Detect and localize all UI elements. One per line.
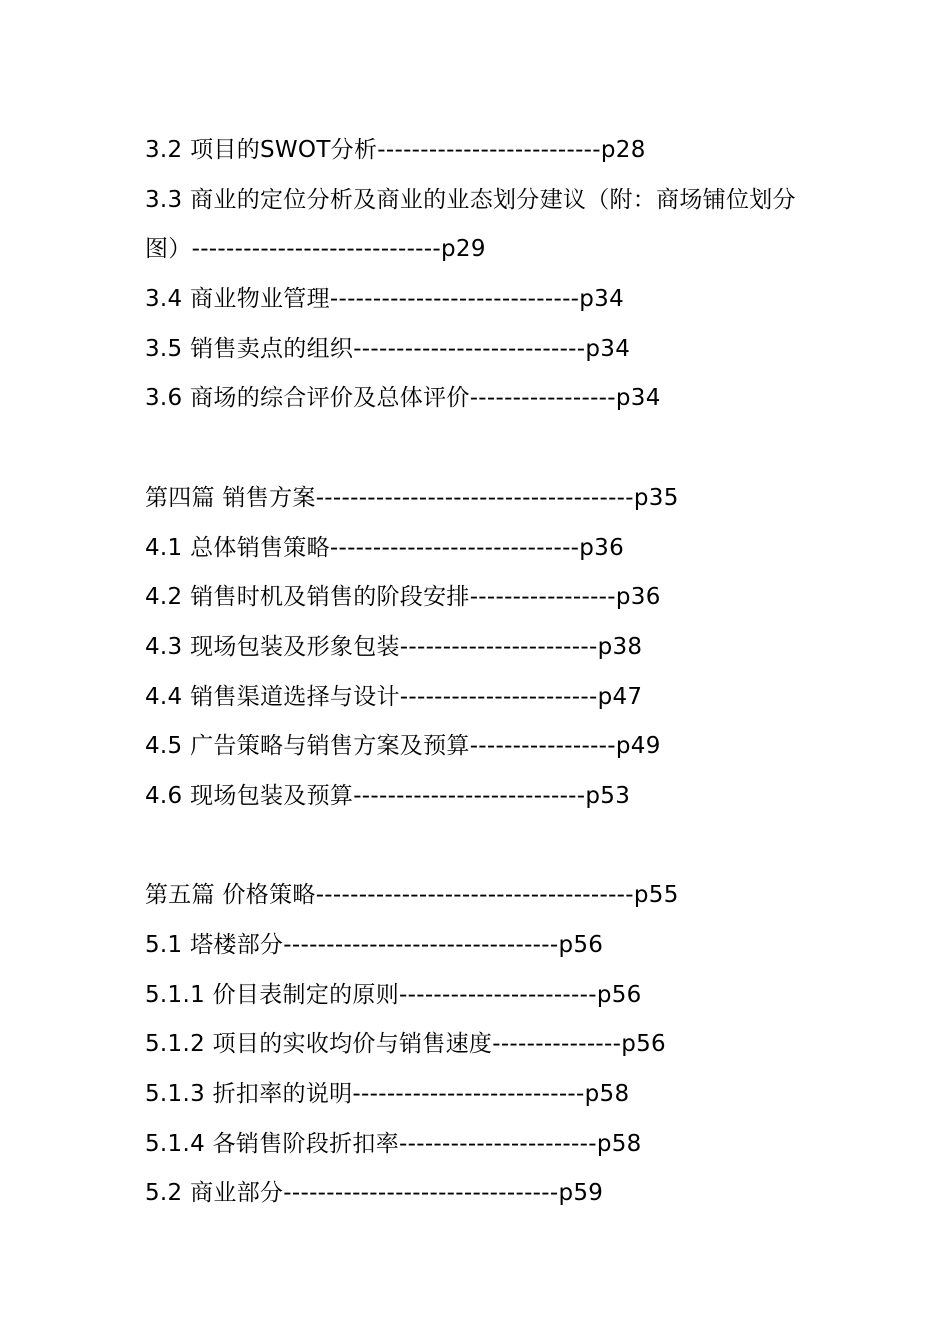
toc-entry-3-5: 3.5 销售卖点的组织---------------------------p34 xyxy=(145,335,631,362)
toc-entry-4-4: 4.4 销售渠道选择与设计-----------------------p47 xyxy=(145,683,643,710)
toc-entry-5-1-1: 5.1.1 价目表制定的原则-----------------------p56 xyxy=(145,981,642,1008)
toc-entry-4-5: 4.5 广告策略与销售方案及预算-----------------p49 xyxy=(145,733,661,760)
toc-entry-3-2: 3.2 项目的SWOT分析--------------------------p28 xyxy=(145,137,646,163)
section-spacer xyxy=(145,424,815,474)
toc-entry-3-3: 3.3 商业的定位分析及商业的业态划分建议（附：商场铺位划分图）-----------------------------p29 xyxy=(145,186,796,263)
toc-entry-5-1-3: 5.1.3 折扣率的说明---------------------------p58 xyxy=(145,1081,630,1108)
toc-entry-5-2: 5.2 商业部分--------------------------------p59 xyxy=(145,1180,604,1207)
section-spacer xyxy=(145,822,815,872)
toc-entry-5-1-4: 5.1.4 各销售阶段折扣率-----------------------p58 xyxy=(145,1130,642,1157)
toc-entry-3-6: 3.6 商场的综合评价及总体评价-----------------p34 xyxy=(145,385,661,412)
toc-entry-3-4: 3.4 商业物业管理-----------------------------p34 xyxy=(145,286,625,313)
toc-entry-4-3: 4.3 现场包装及形象包装-----------------------p38 xyxy=(145,633,643,660)
toc-chapter-4: 第四篇 销售方案-------------------------------------p35 xyxy=(145,484,679,511)
toc-entry-5-1: 5.1 塔楼部分--------------------------------p56 xyxy=(145,932,604,959)
toc-entry-5-1-2: 5.1.2 项目的实收均价与销售速度---------------p56 xyxy=(145,1031,666,1058)
toc-entry-4-2: 4.2 销售时机及销售的阶段安排-----------------p36 xyxy=(145,584,661,611)
toc-entry-4-6: 4.6 现场包装及预算---------------------------p53 xyxy=(145,782,631,809)
table-of-contents xyxy=(145,126,815,1219)
toc-entry-4-1: 4.1 总体销售策略-----------------------------p36 xyxy=(145,534,625,561)
toc-chapter-5: 第五篇 价格策略-------------------------------------p55 xyxy=(145,882,679,909)
